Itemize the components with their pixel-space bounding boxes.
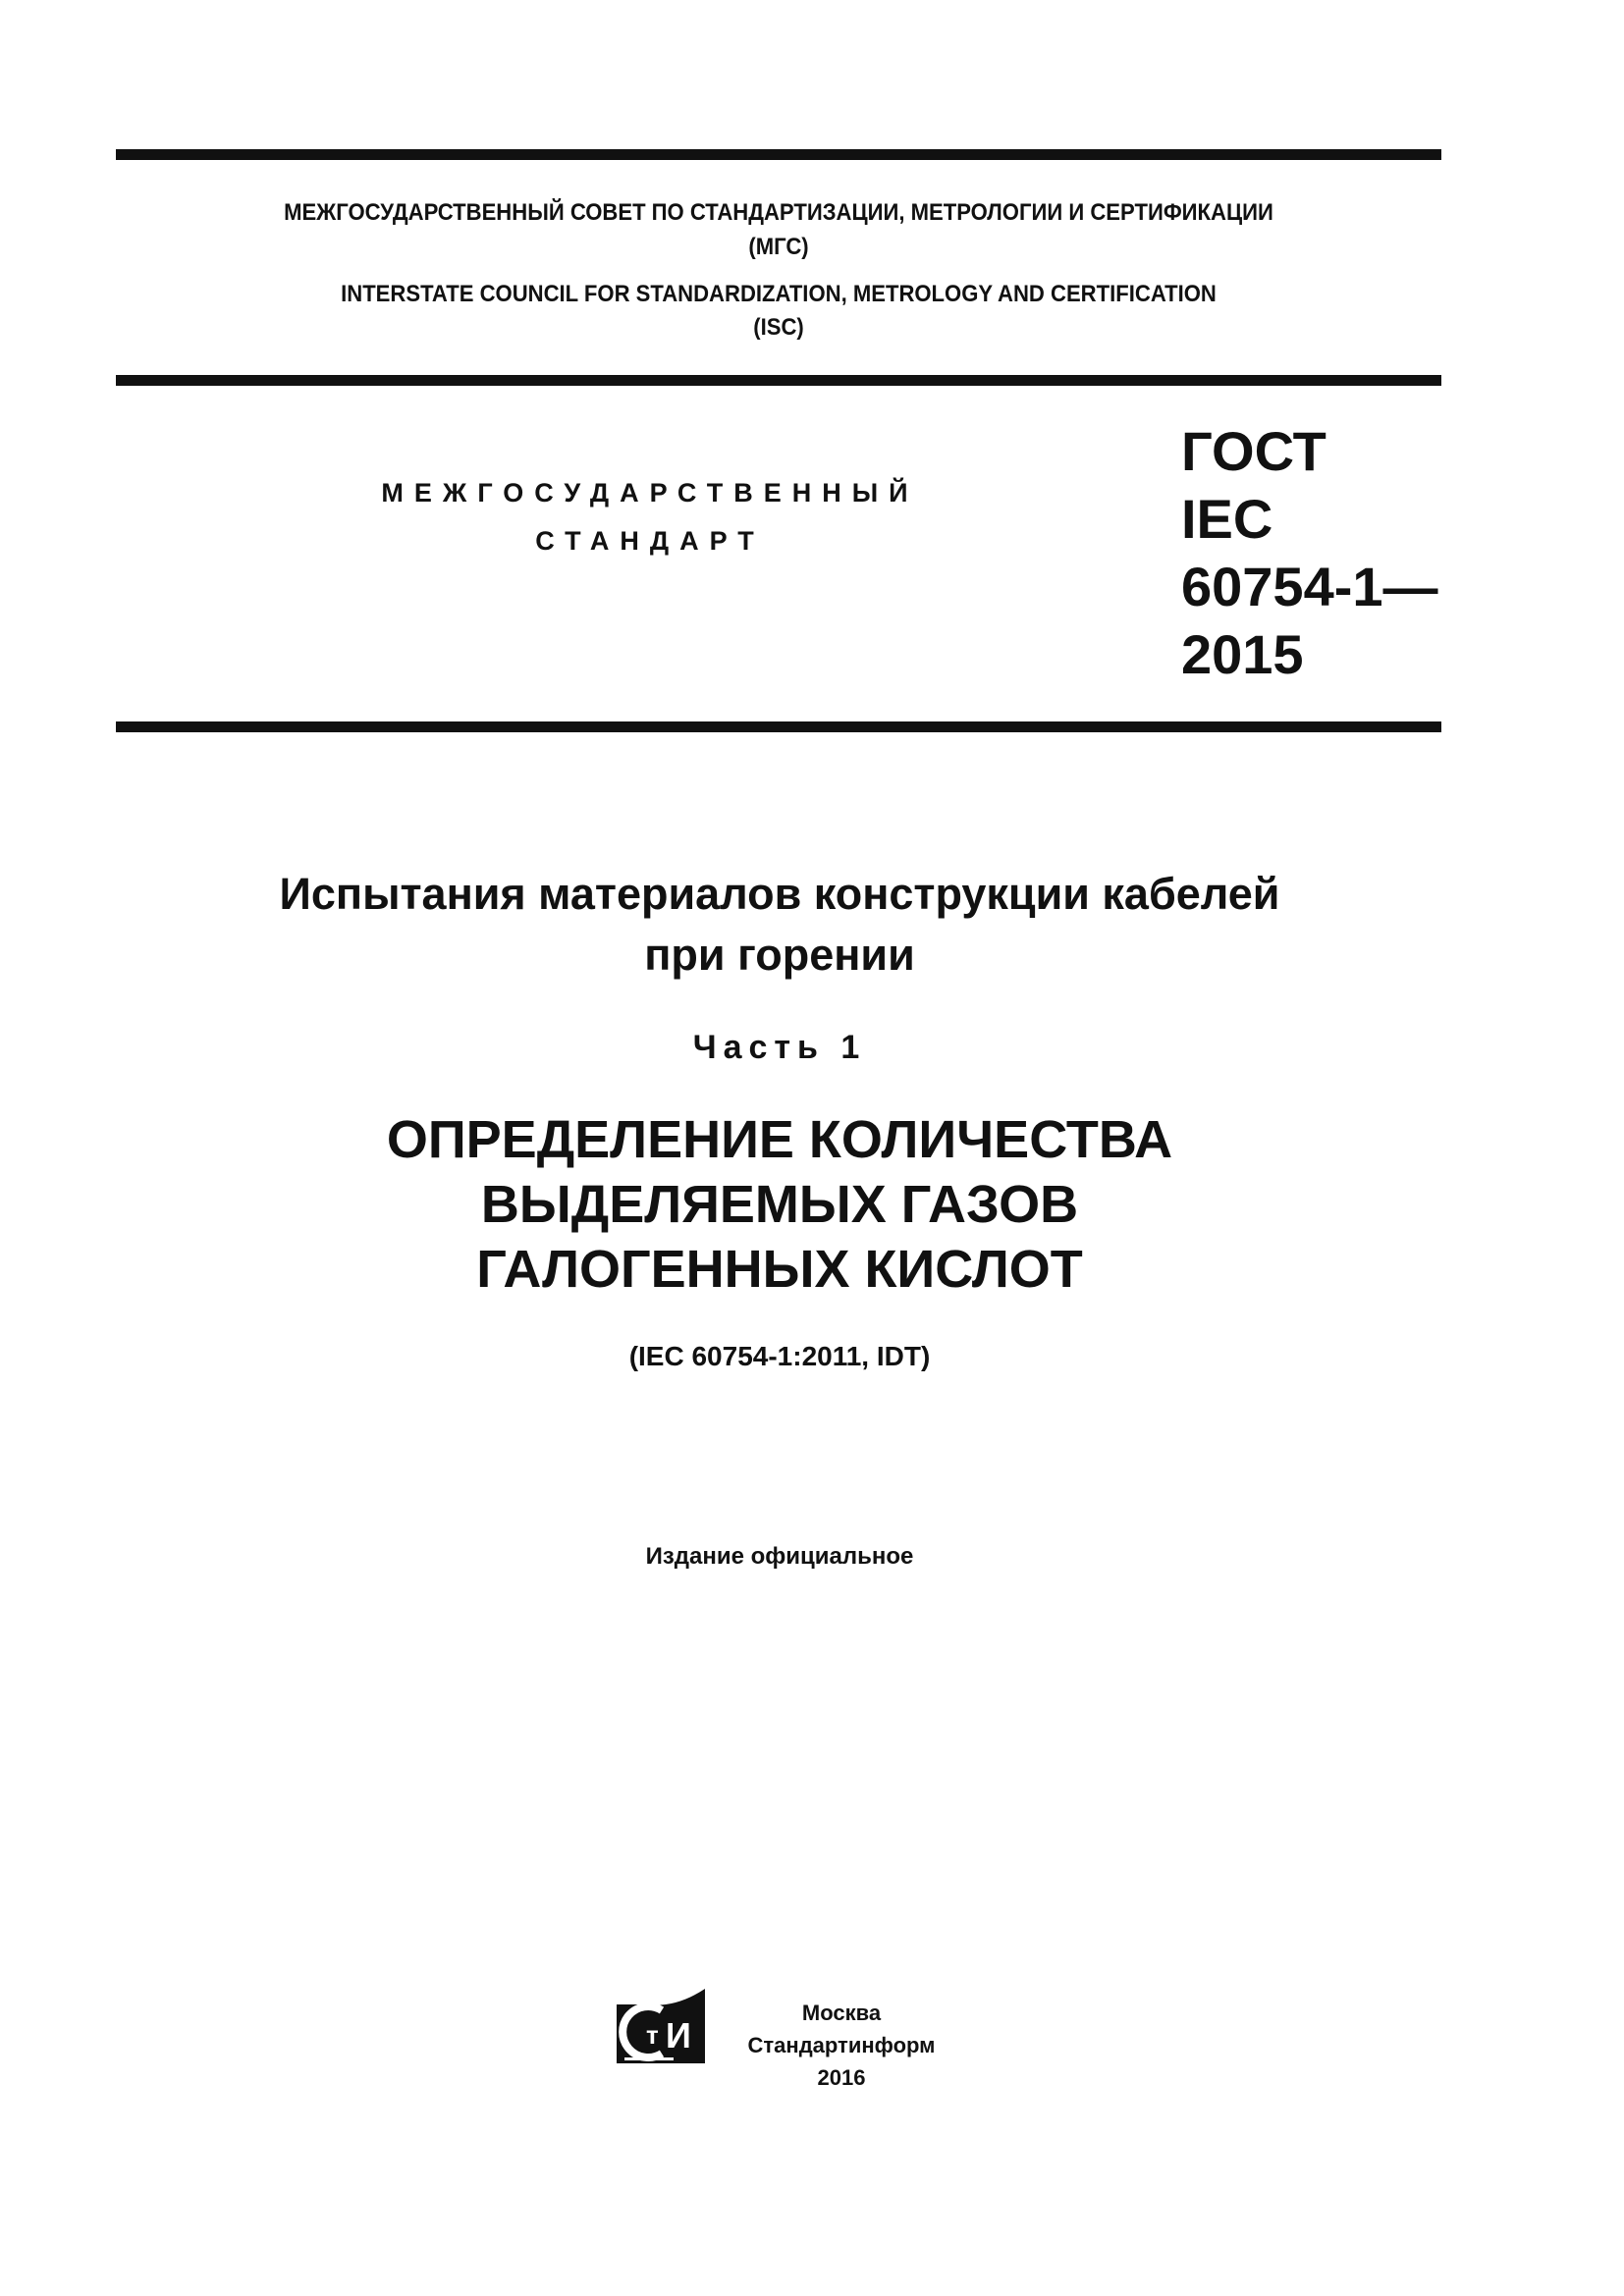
svg-text:т: т xyxy=(646,2020,659,2050)
designation-line1: ГОСТ xyxy=(1181,420,1326,482)
subtitle-line2: ВЫДЕЛЯЕМЫХ ГАЗОВ xyxy=(480,1175,1079,1234)
designation-line4: 2015 xyxy=(1181,623,1304,685)
publisher-imprint xyxy=(743,1997,940,2094)
council-name-ru: МЕЖГОСУДАРСТВЕННЫЙ СОВЕТ ПО СТАНДАРТИЗАЦИИ, МЕТРОЛОГИИ И СЕРТИФИКАЦИИ xyxy=(284,199,1273,226)
edition-note: Издание официальное xyxy=(645,1543,914,1570)
iec-reference: (IEC 60754-1:2011, IDT) xyxy=(628,1341,931,1371)
svg-text:И: И xyxy=(666,2015,691,2056)
standartinform-logo xyxy=(617,1989,709,2069)
title-line2: при горении xyxy=(644,930,915,980)
council-name-en: INTERSTATE COUNCIL FOR STANDARDIZATION, METROLOGY AND CERTIFICATION xyxy=(341,281,1217,307)
council-abbr-en: (ISC) xyxy=(753,314,804,341)
designation-line3: 60754-1— xyxy=(1181,556,1438,617)
subtitle-line3: ГАЛОГЕННЫХ КИСЛОТ xyxy=(476,1240,1083,1299)
council-abbr-ru: (МГС) xyxy=(748,234,809,260)
publisher-city: Москва xyxy=(801,2001,882,2025)
publication-year: 2016 xyxy=(817,2065,866,2090)
publisher-name: Стандартинформ xyxy=(747,2033,936,2057)
standard-type-line1: МЕЖГОСУДАРСТВЕННЫЙ xyxy=(381,478,919,507)
part-number: Часть 1 xyxy=(692,1029,867,1066)
standard-type-line2: СТАНДАРТ xyxy=(535,526,765,556)
title-rule xyxy=(116,721,1441,732)
top-rule xyxy=(116,149,1441,160)
standard-designation xyxy=(1181,417,1438,688)
header-rule xyxy=(116,375,1441,386)
title-line1: Испытания материалов конструкции кабелей xyxy=(279,869,1280,919)
subtitle-line1: ОПРЕДЕЛЕНИЕ КОЛИЧЕСТВА xyxy=(386,1110,1173,1169)
designation-line2: IEC xyxy=(1181,488,1273,550)
